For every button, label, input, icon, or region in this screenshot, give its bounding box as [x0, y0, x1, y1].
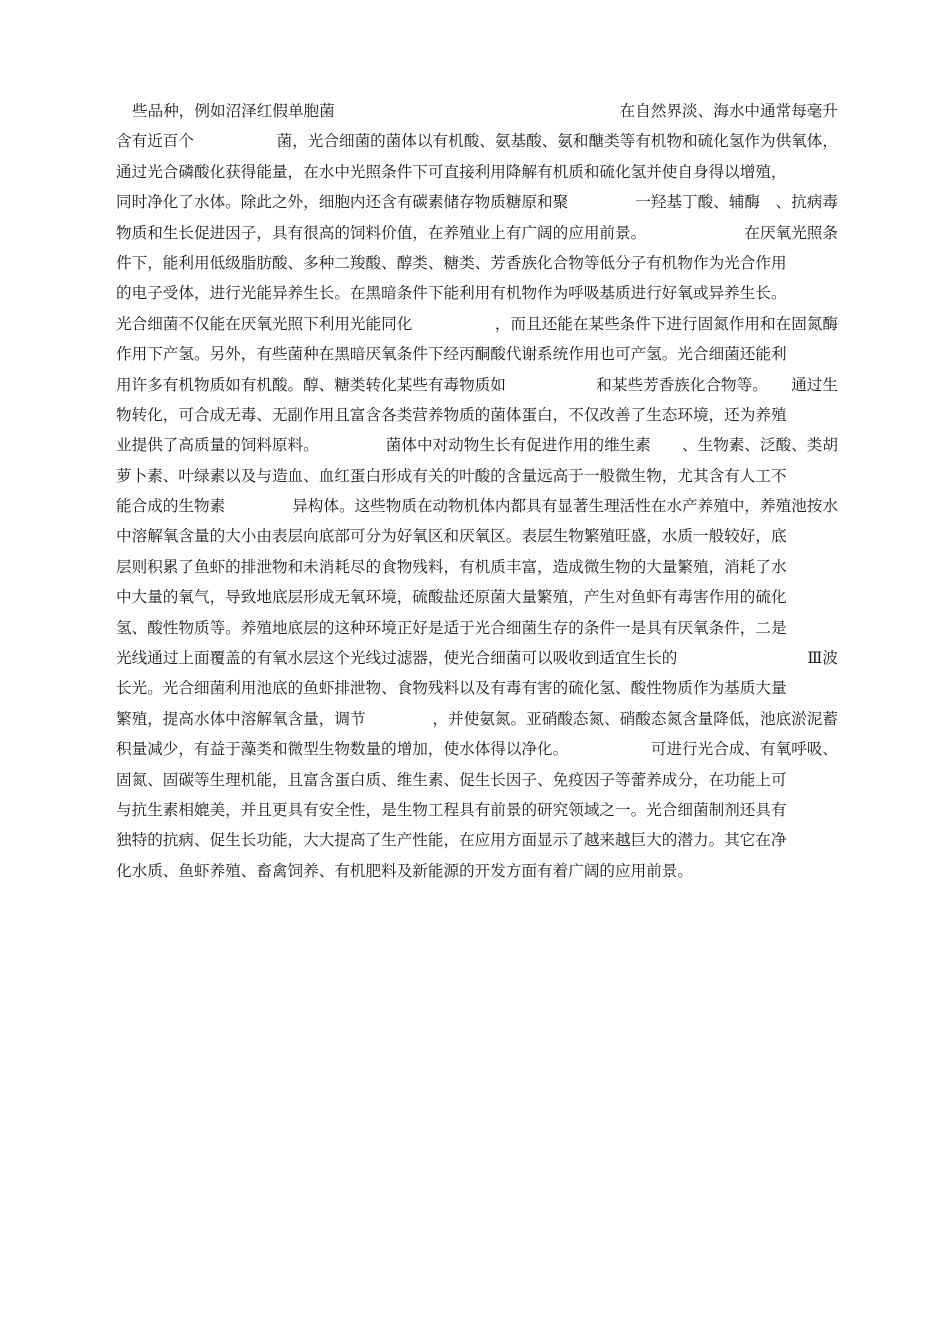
text-line: [116, 126, 838, 156]
text-line-left: 件下，能利用低级脂肪酸、多种二羧酸、醇类、糖类、芳香族化合物等低分子有机物作为光合作用: [116, 253, 787, 272]
text-line-left: 萝卜素、叶绿素以及与造血、血红蛋白形成有关的叶酸的含量远高于一般微生物，尤其含有人工不: [116, 466, 787, 485]
text-line: [116, 856, 838, 886]
text-line: [116, 96, 838, 126]
text-line: [116, 248, 838, 278]
text-line: [116, 704, 838, 734]
text-line: [116, 491, 838, 521]
text-line: [116, 157, 838, 187]
text-line-right: 在自然界淡、海水中通常每毫升: [619, 102, 838, 120]
text-line: [116, 825, 838, 855]
text-line: [116, 339, 838, 369]
text-line: [116, 613, 838, 643]
text-line-right: 可进行光合成、有氧呼吸、: [650, 740, 838, 759]
text-line-left: 通过光合磷酸化获得能量，在水中光照条件下可直接利用降解有机质和硫化氢并使自身得以增殖，: [116, 162, 787, 181]
text-line-right: 一羟基丁酸、辅酶 、抗病毒: [635, 193, 838, 212]
text-line: [116, 461, 838, 491]
text-line: [116, 521, 838, 551]
text-line: [116, 430, 838, 460]
text-line-left: 长光。光合细菌利用池底的鱼虾排泄物、食物残料以及有毒有害的硫化氢、酸性物质作为基质大量: [116, 679, 787, 698]
text-line-left: 中溶解氧含量的大小由表层向底部可分为好氧区和厌氧区。表层生物繁殖旺盛，水质一般较好，底: [116, 527, 787, 546]
text-line: [116, 400, 838, 430]
text-line: [116, 734, 838, 764]
text-line-left: 中大量的氧气，导致地底层形成无氧环境，硫酸盐还原菌大量繁殖，产生对鱼虾有毒害作用的硫化: [116, 588, 787, 607]
body-text: [116, 96, 838, 886]
text-line: [116, 309, 838, 339]
text-line: [116, 278, 838, 308]
text-line-right: 菌，光合细菌的菌体以有机酸、氨基酸、氨和醣类等有机物和硫化氢作为供氧体，: [276, 132, 838, 151]
text-line: [116, 795, 838, 825]
text-line-right: ，并使氨氮。亚硝酸态氮、硝酸态氮含量降低，池底淤泥蓄: [432, 709, 838, 728]
text-line: [116, 643, 838, 673]
text-line: [116, 187, 838, 217]
text-line-right: 在厌氧光照条: [744, 223, 838, 242]
text-line-left: 能合成的生物素: [116, 497, 226, 516]
text-line-left: 物质和生长促进因子，具有很高的饲料价值，在养殖业上有广阔的应用前景。: [116, 223, 647, 242]
text-line-left: 用许多有机物质如有机酸。醇、糖类转化某些有毒物质如: [116, 375, 506, 394]
text-line: [116, 582, 838, 612]
text-line-left: 业提供了高质量的饲料原料。: [116, 436, 319, 455]
text-line-right: 菌体中对动物生长有促进作用的维生素 、生物素、泛酸、类胡: [385, 436, 838, 455]
text-line-left: 同时净化了水体。除此之外，细胞内还含有碳素储存物质糖原和聚: [116, 193, 569, 212]
text-line-right: 和某些芳香族化合物等。 通过生: [596, 375, 838, 394]
text-line: [116, 765, 838, 795]
text-line-left: 化水质、鱼虾养殖、畜禽饲养、有机肥料及新能源的开发方面有着广阔的应用前景。: [116, 861, 693, 880]
text-line-left: 积量减少，有益于藻类和微型生物数量的增加，使水体得以净化。: [116, 740, 569, 759]
text-line-left: 层则积累了鱼虾的排泄物和未消耗尽的食物残料，有机质丰富，造成微生物的大量繁殖，消耗了水: [116, 557, 787, 576]
text-line-left: 独特的抗病、促生长功能，大大提高了生产性能，在应用方面显示了越来越巨大的潜力。其它在净: [116, 831, 787, 850]
text-line-left: 固氮、固碳等生理机能，且富含蛋白质、维生素、促生长因子、免疫因子等蕾养成分，在功能上可: [116, 770, 787, 789]
text-line-left: 含有近百个: [116, 132, 194, 151]
text-line-left: 氢、酸性物质等。养殖地底层的这种环境正好是适于光合细菌生存的条件一是具有厌氧条件，二是: [116, 618, 787, 637]
text-line-left: 作用下产氢。另外，有些菌种在黑暗厌氧条件下经丙酮酸代谢系统作用也可产氢。光合细菌还能利: [116, 345, 787, 364]
text-line-left: 些品种，例如沼泽红假单胞菌: [132, 102, 335, 120]
text-line-right: ，而且还能在某些条件下进行固氮作用和在固氮酶: [494, 314, 838, 333]
text-line: [116, 218, 838, 248]
text-line-left: 与抗生素相媲美，并且更具有安全性，是生物工程具有前景的研究领域之一。光合细菌制剂还具有: [116, 800, 787, 819]
text-line-right: Ⅲ波: [807, 649, 838, 668]
text-line-left: 物转化，可合成无毒、无副作用且富含各类营养物质的菌体蛋白，不仅改善了生态环境，还为养殖: [116, 405, 787, 424]
text-line-left: 光线通过上面覆盖的有氧水层这个光线过滤器，使光合细菌可以吸收到适宜生长的: [116, 649, 678, 668]
text-line-left: 光合细菌不仅能在厌氧光照下利用光能同化: [116, 314, 413, 333]
text-line: [116, 673, 838, 703]
text-line: [116, 370, 838, 400]
text-line: [116, 552, 838, 582]
text-line-left: 的电子受体，进行光能异养生长。在黑暗条件下能利用有机物作为呼吸基质进行好氧或异养生长。: [116, 284, 787, 303]
text-line-right: 异构体。这些物质在动物机体内都具有显著生理活性在水产养殖中，养殖池按水: [292, 497, 838, 516]
text-line-left: 繁殖，提高水体中溶解氧含量，调节: [116, 709, 366, 728]
